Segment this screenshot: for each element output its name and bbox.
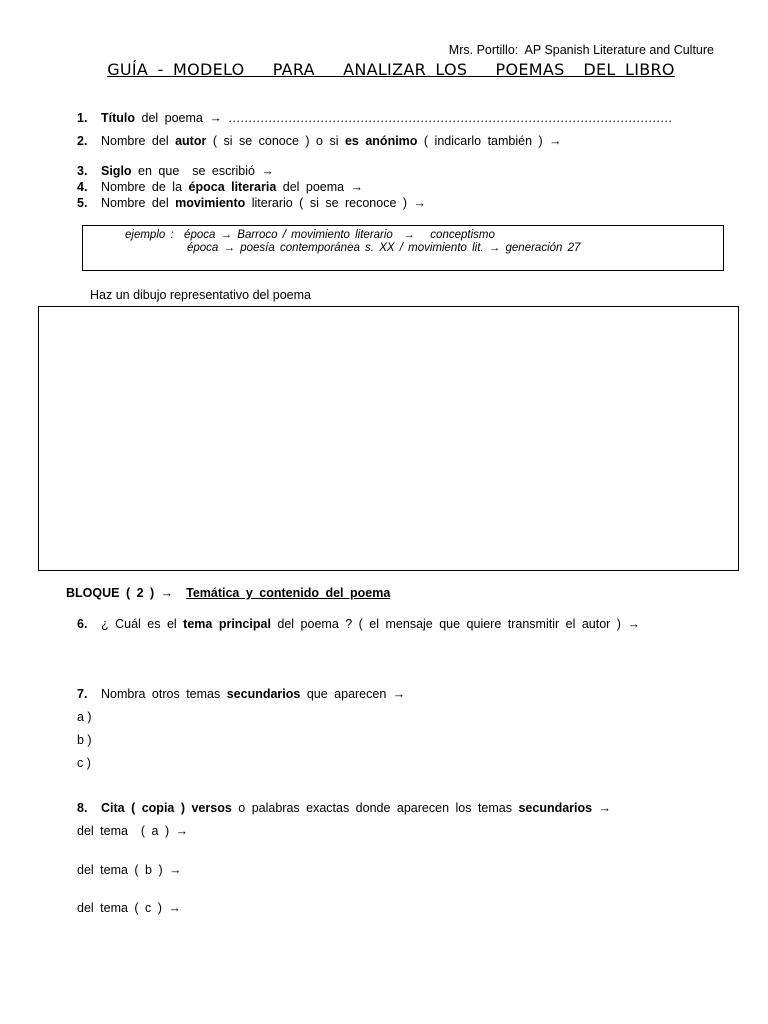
question-number: 7. [77,687,88,701]
question-number: 8. [77,801,88,815]
question-7 [77,687,405,701]
section-label: BLOQUE ( 2 ) → [66,586,174,600]
question-text: que aparecen → [300,687,406,701]
question-bold: tema principal [183,617,271,631]
drawing-prompt: Haz un dibujo representativo del poema [90,288,311,302]
question-number: 4. [77,180,88,194]
answer-option-a: a ) [77,710,92,724]
question-text: Nombra otros temas [101,687,227,701]
quote-line-a: del tema ( a ) → [77,824,189,838]
question-bold: Siglo [101,164,132,178]
question-bold: autor [175,134,207,148]
question-3 [77,164,274,178]
question-bold: época literaria [188,180,277,194]
question-8 [77,801,611,815]
question-text: → [592,801,612,815]
question-bold: secundarios [226,687,301,701]
answer-option-c: c ) [77,756,91,770]
question-text: o palabras exactas donde aparecen los temas [231,801,519,815]
question-bold: es anónimo [344,134,418,148]
drawing-area[interactable] [38,306,739,571]
question-text: ( si se conoce ) o si [206,134,345,148]
question-bold: movimiento [175,196,246,210]
answer-dots: ………………………………………………………………………………………………… [221,111,672,125]
question-text: ( indicarlo también ) → [417,134,562,148]
question-text: del poema → [276,180,364,194]
question-number: 5. [77,196,88,210]
example-box [82,225,724,271]
example-line-2: época → poesía contemporánea s. XX / movimiento lit. → generación 27 [187,242,581,254]
example-line-1: ejemplo : época → Barroco / movimiento literario → conceptismo [125,229,495,241]
section-topic: Temática y contenido del poema [186,586,391,600]
question-number: 6. [77,617,88,631]
question-6 [77,617,640,631]
page-title: GUÍA - MODELO PARA ANALIZAR LOS POEMAS DEL LIBRO [107,60,675,79]
question-number: 2. [77,134,88,148]
question-bold: Cita ( copia ) versos [101,801,232,815]
question-number: 1. [77,111,88,125]
question-4 [77,180,363,194]
question-text: en que se escribió → [131,164,274,178]
question-text: Nombre del [101,196,176,210]
question-text: literario ( si se reconoce ) → [245,196,427,210]
header-course-line [449,43,714,57]
question-5 [77,196,426,210]
question-text: Nombre de la [101,180,189,194]
section-heading [66,586,390,600]
course-name: AP Spanish Literature and Culture [524,43,714,57]
answer-option-b: b ) [77,733,92,747]
question-text: ¿ Cuál es el [101,617,184,631]
question-1 [77,111,672,125]
question-number: 3. [77,164,88,178]
question-bold: secundarios [518,801,593,815]
question-bold: Título [101,111,136,125]
question-text: del poema ? ( el mensaje que quiere transmitir el autor ) → [270,617,640,631]
question-text: Nombre del [101,134,176,148]
quote-line-c: del tema ( c ) → [77,901,181,915]
teacher-name: Mrs. Portillo: [448,43,519,57]
question-2 [77,134,562,148]
quote-line-b: del tema ( b ) → [77,863,182,877]
question-text: del poema → [135,111,222,125]
